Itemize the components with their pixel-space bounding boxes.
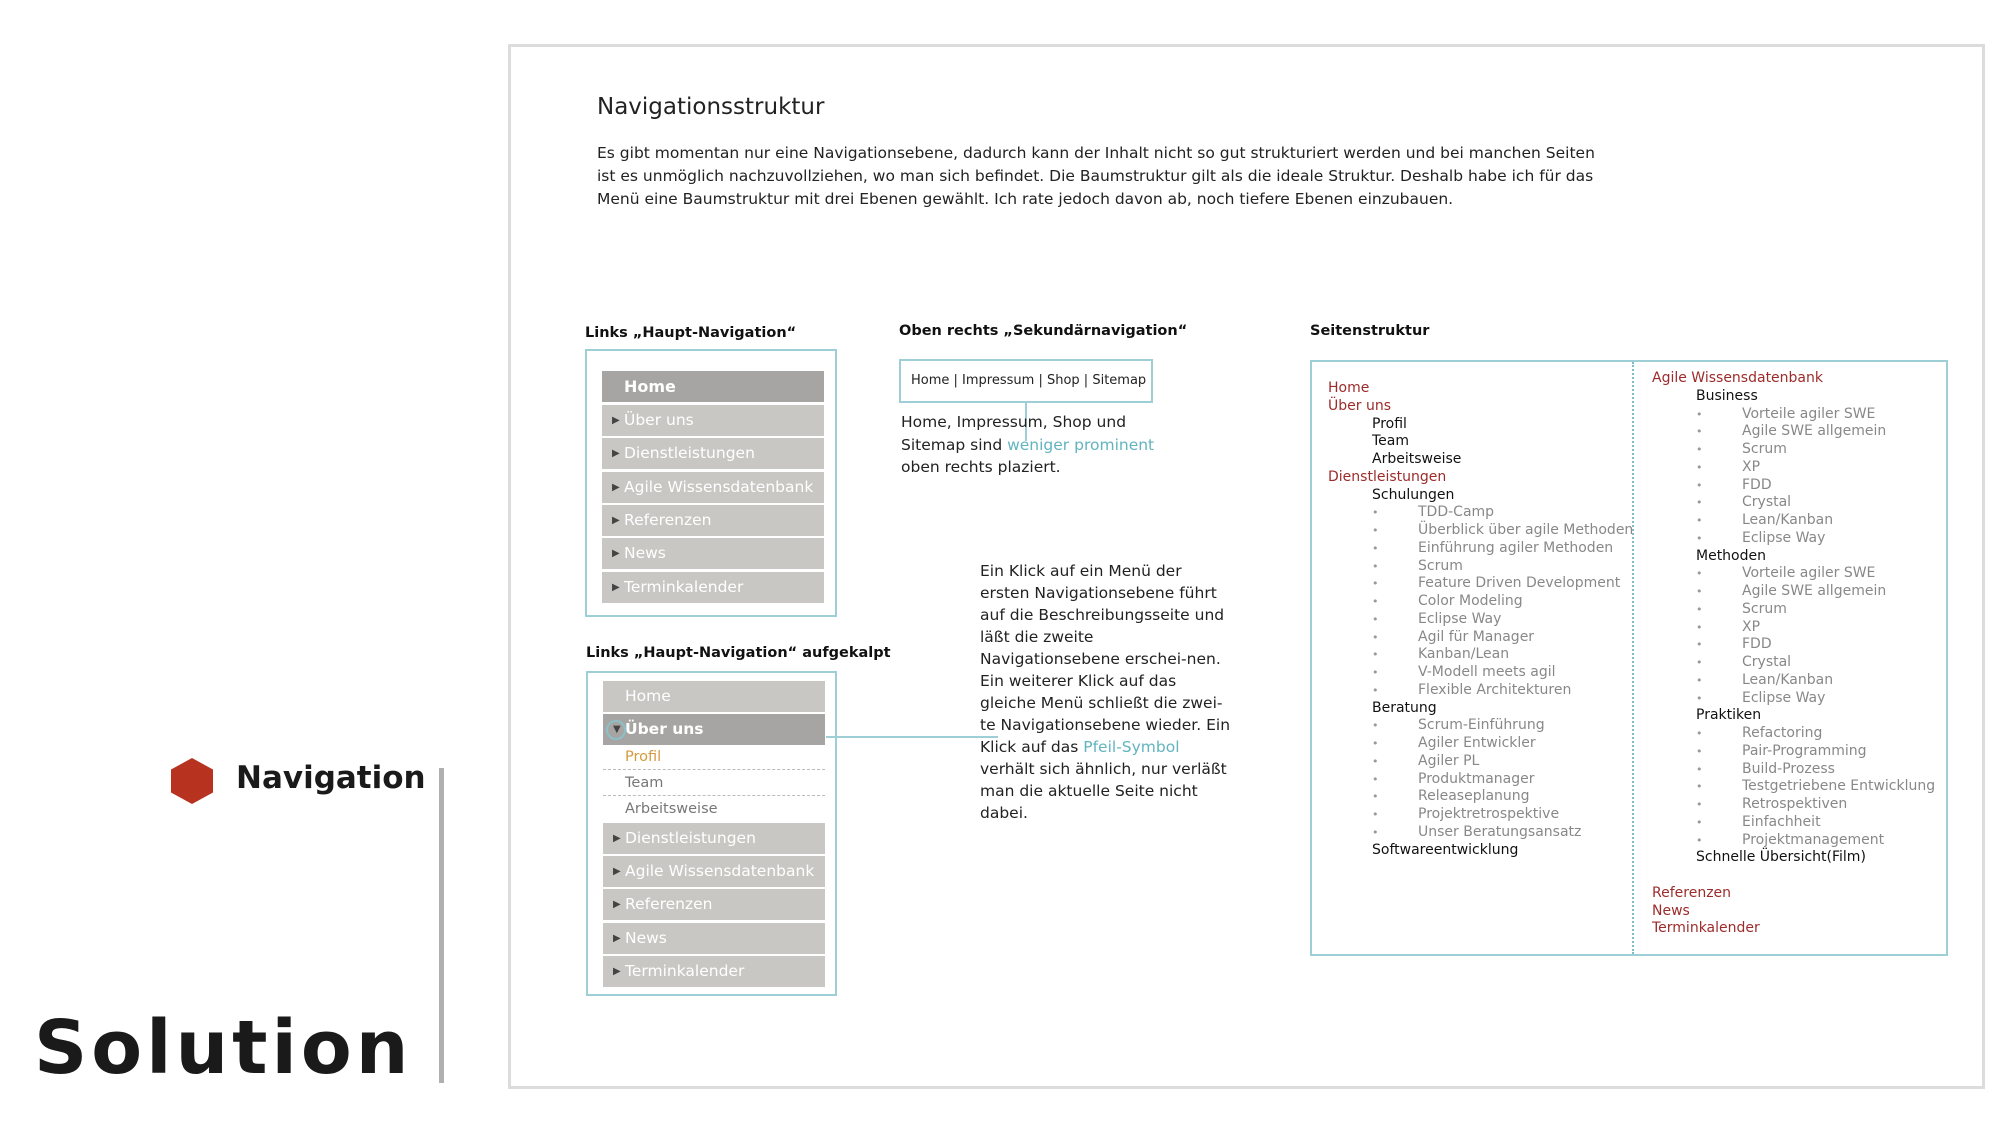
main-nav-item-label: News — [624, 544, 666, 563]
expanded-nav-item[interactable] — [603, 923, 825, 954]
main-nav-item-label: Agile Wissensdatenbank — [624, 477, 814, 496]
structure-item: • XP — [1652, 619, 1935, 637]
structure-item — [1652, 867, 1935, 885]
structure-item: • Scrum-Einführung — [1328, 717, 1633, 735]
expanded-nav-subitem[interactable]: Arbeitsweise — [625, 801, 718, 817]
triangle-right-icon[interactable]: ▶ — [613, 899, 621, 911]
expanded-nav-item[interactable] — [603, 889, 825, 920]
expanded-nav-subitem[interactable]: Team — [603, 770, 825, 796]
structure-item: • Projektmanagement — [1652, 832, 1935, 850]
structure-item: • Eclipse Way — [1652, 690, 1935, 708]
secondary-nav-link[interactable]: Home — [911, 373, 950, 388]
structure-item: • Überblick über agile Methoden — [1328, 522, 1633, 540]
main-nav-home[interactable]: Home — [602, 371, 824, 402]
structure-item: • FDD — [1652, 636, 1935, 654]
click-description: Ein Klick auf ein Menü der ersten Navigationsebene führt auf die Beschreibungsseite und läßt die zweite Navigationsebene erschei-nen. Ein weiterer Klick auf das gleiche Menü schließt die zwei-te Navigationsebene wieder. Ein Klick auf das Pfeil-Symbol verhält sich ähnlich, nur verläßt man die aktuelle Seite nicht dabei. — [980, 562, 1231, 822]
main-nav-item[interactable] — [602, 438, 824, 469]
structure-item: Schnelle Übersicht(Film) — [1696, 849, 1866, 866]
expanded-nav-item-label: Dienstleistungen — [625, 829, 756, 847]
structure-label: Seitenstruktur — [1310, 323, 1430, 339]
structure-item: • Lean/Kanban — [1652, 512, 1935, 530]
main-nav-item-label: Über uns — [624, 411, 694, 429]
structure-item: • Color Modeling — [1328, 593, 1633, 611]
secondary-nav-label: Oben rechts „Sekundärnavigation“ — [899, 323, 1188, 339]
structure-item: • Pair-Programming — [1652, 743, 1935, 761]
expanded-nav-item-label: Terminkalender — [625, 961, 745, 980]
divider-bar — [439, 768, 444, 1083]
main-nav-item[interactable] — [602, 505, 824, 536]
expanded-nav-active-label: Über uns — [625, 720, 704, 738]
structure-item: • XP — [1652, 459, 1935, 477]
structure-item: • Scrum — [1328, 558, 1633, 576]
triangle-right-icon[interactable]: ▶ — [613, 965, 621, 977]
structure-column-left — [1328, 380, 1633, 859]
structure-item: • Agiler Entwickler — [1328, 735, 1633, 753]
chevron-down-icon[interactable]: ▼ — [613, 724, 621, 735]
structure-column-right — [1652, 370, 1935, 938]
structure-item: • Eclipse Way — [1328, 611, 1633, 629]
main-nav-label: Links „Haupt-Navigation“ — [585, 325, 797, 341]
structure-item: • Flexible Architekturen — [1328, 682, 1633, 700]
connector-line — [826, 736, 998, 738]
expanded-nav-item-label: Agile Wissensdatenbank — [625, 862, 815, 881]
structure-item: • Agile SWE allgemein — [1652, 583, 1935, 601]
expanded-nav-subitem[interactable]: Profil — [603, 744, 825, 770]
main-nav-item[interactable] — [602, 405, 824, 436]
structure-item: Dienstleistungen — [1328, 468, 1447, 485]
hexagon-icon — [170, 757, 214, 805]
structure-item: • Agile SWE allgemein — [1652, 423, 1935, 441]
structure-item: • Refactoring — [1652, 725, 1935, 743]
structure-item: • Einführung agiler Methoden — [1328, 540, 1633, 558]
structure-item: News — [1652, 902, 1690, 919]
secondary-nav-bar — [899, 359, 1153, 403]
expanded-nav-item[interactable] — [603, 823, 825, 854]
structure-item: • Testgetriebene Entwicklung — [1652, 778, 1935, 796]
structure-item: • Crystal — [1652, 494, 1935, 512]
triangle-right-icon[interactable]: ▶ — [612, 415, 620, 426]
structure-item: • Build-Prozess — [1652, 761, 1935, 779]
main-nav-item[interactable] — [602, 572, 824, 603]
structure-item: Beratung — [1372, 699, 1437, 716]
triangle-right-icon[interactable]: ▶ — [612, 548, 620, 560]
structure-item: Schulungen — [1372, 486, 1455, 503]
structure-item: • V-Modell meets agil — [1328, 664, 1633, 682]
structure-item: Referenzen — [1652, 884, 1732, 901]
structure-item: • Retrospektiven — [1652, 796, 1935, 814]
secondary-nav-link[interactable]: Impressum — [962, 373, 1035, 388]
expanded-nav-label: Links „Haupt-Navigation“ aufgekalpt — [586, 645, 891, 661]
triangle-right-icon[interactable]: ▶ — [612, 481, 620, 493]
main-nav-item-label: Referenzen — [624, 510, 712, 529]
triangle-right-icon[interactable]: ▶ — [612, 514, 620, 526]
structure-item: Profil — [1372, 415, 1407, 432]
expanded-nav-home[interactable]: Home — [603, 681, 825, 712]
structure-item: • Produktmanager — [1328, 771, 1633, 789]
arrow-highlight-ring — [606, 720, 626, 740]
triangle-right-icon[interactable]: ▶ — [613, 932, 621, 944]
highlight-text: weniger prominent — [1007, 435, 1155, 454]
structure-item: • Eclipse Way — [1652, 530, 1935, 548]
triangle-right-icon[interactable]: ▶ — [612, 448, 620, 460]
structure-item: • Agil für Manager — [1328, 629, 1633, 647]
main-nav-item[interactable] — [602, 538, 824, 569]
structure-item: Über uns — [1328, 397, 1391, 414]
structure-item: • Kanban/Lean — [1328, 646, 1633, 664]
structure-item: • FDD — [1652, 477, 1935, 495]
structure-item: • Einfachheit — [1652, 814, 1935, 832]
triangle-right-icon[interactable]: ▶ — [612, 581, 620, 593]
separator: | — [1079, 373, 1093, 388]
structure-item: Terminkalender — [1652, 920, 1760, 937]
structure-item: • Vorteile agiler SWE — [1652, 406, 1935, 424]
structure-item: Softwareentwicklung — [1372, 841, 1519, 858]
structure-item: • TDD-Camp — [1328, 504, 1633, 522]
main-nav-item-label: Dienstleistungen — [624, 444, 755, 463]
structure-item: Business — [1696, 387, 1758, 404]
structure-item: Team — [1372, 433, 1410, 450]
structure-item: Agile Wissensdatenbank — [1652, 370, 1823, 386]
structure-item: Methoden — [1696, 547, 1766, 564]
structure-item: • Scrum — [1652, 601, 1935, 619]
arrow-symbol-link: Pfeil-Symbol — [1083, 738, 1180, 756]
structure-item: • Agiler PL — [1328, 753, 1633, 771]
intro-text: Es gibt momentan nur eine Navigationsebene, dadurch kann der Inhalt nicht so gut strukturiert werden und bei manchen Seiten ist es unmöglich nachzuvollziehen, wo man sich befindet. Die Baumstruktur gilt als die ideale Struktur. Deshalb habe ich für das Menü eine Baumstruktur mit drei Ebenen gewählt. Ich rate jedoch davon ab, noch tiefere Ebenen einzubauen. — [597, 144, 1595, 208]
section-label: Navigation — [236, 760, 426, 796]
structure-item: • Vorteile agiler SWE — [1652, 565, 1935, 583]
separator: | — [1034, 373, 1047, 388]
structure-item: • Unser Beratungsansatz — [1328, 824, 1633, 842]
expanded-nav-active-item[interactable] — [603, 714, 825, 745]
structure-item: • Scrum — [1652, 441, 1935, 459]
triangle-right-icon[interactable]: ▶ — [613, 833, 621, 844]
structure-item: • Lean/Kanban — [1652, 672, 1935, 690]
triangle-right-icon[interactable]: ▶ — [613, 866, 621, 878]
secondary-nav-description: Home, Impressum, Shop und Sitemap sind weniger prominent oben rechts plaziert. — [901, 413, 1155, 476]
structure-item: Arbeitsweise — [1372, 451, 1462, 467]
separator: | — [949, 373, 963, 388]
main-nav-item-label: Terminkalender — [624, 577, 744, 596]
footer-label: Solution — [34, 1005, 413, 1091]
expanded-nav-item-label: News — [625, 928, 667, 947]
structure-item: Praktiken — [1696, 707, 1762, 724]
secondary-nav-link[interactable]: Shop — [1046, 373, 1080, 388]
structure-item: • Releaseplanung — [1328, 788, 1633, 806]
page-title: Navigationsstruktur — [597, 94, 825, 120]
structure-item: • Projektretrospektive — [1328, 806, 1633, 824]
main-nav-item[interactable] — [602, 472, 824, 503]
structure-item: Home — [1328, 380, 1370, 396]
structure-item: • Crystal — [1652, 654, 1935, 672]
expanded-nav-item-label: Referenzen — [625, 895, 713, 914]
expanded-nav-item[interactable] — [603, 856, 825, 887]
structure-item: • Feature Driven Development — [1328, 575, 1633, 593]
expanded-nav-item[interactable] — [603, 956, 825, 987]
secondary-nav-link[interactable]: Sitemap — [1092, 373, 1147, 388]
